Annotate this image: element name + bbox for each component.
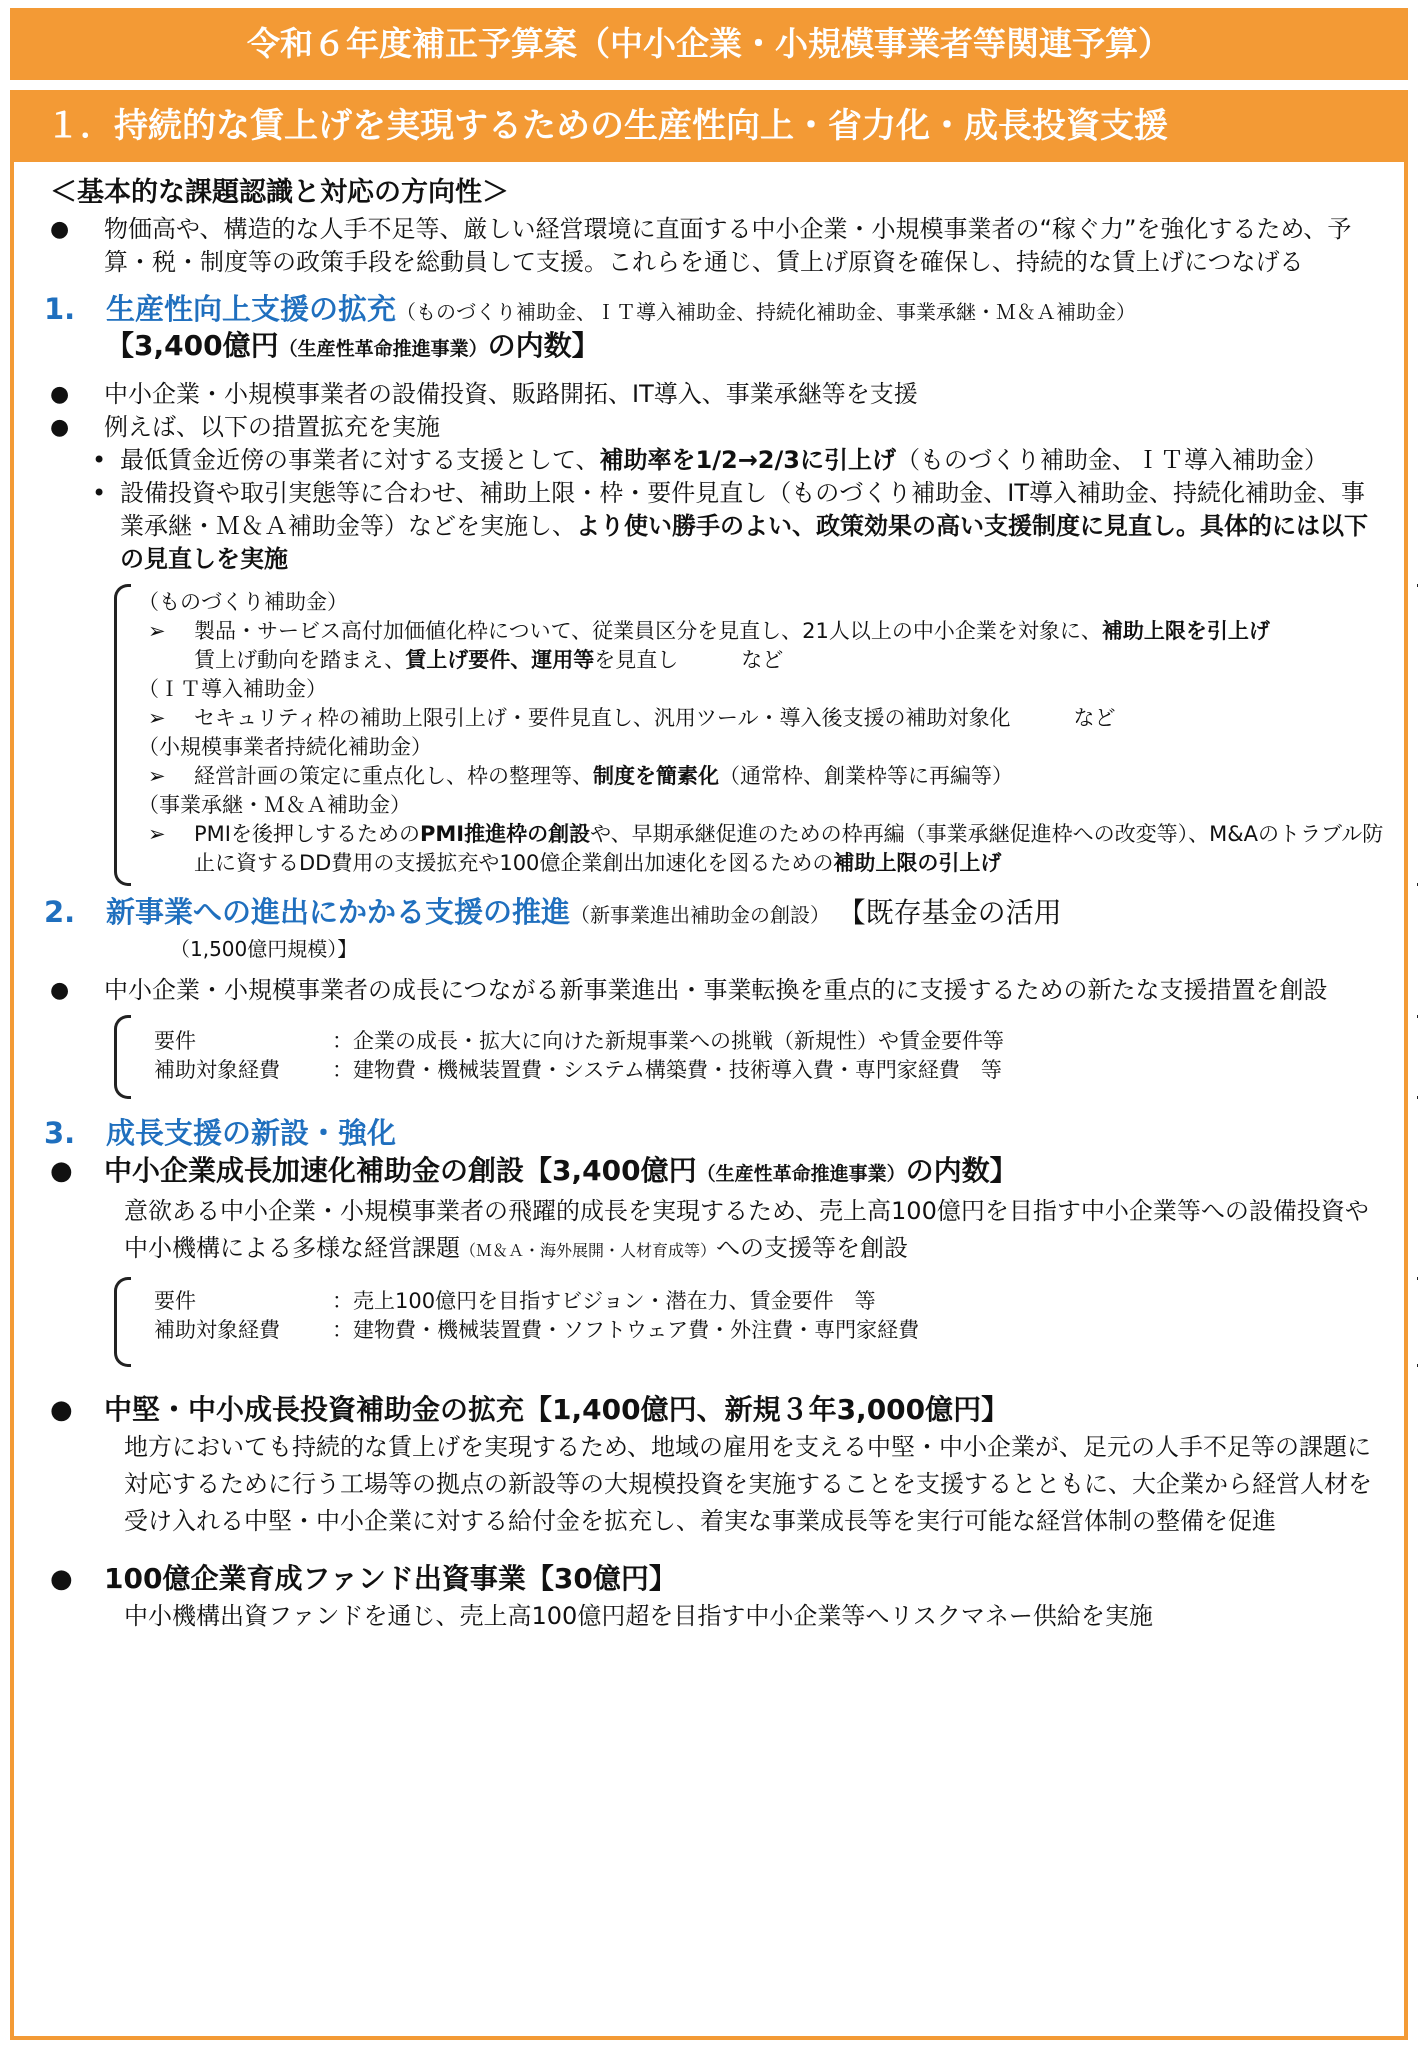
s3-bullet-3 [44, 1560, 1384, 1598]
s2-bullet-1 [44, 974, 1384, 1007]
s1-sub-1-b: 補助率を1/2→2/3に引上げ [599, 446, 896, 474]
s1-bullet-1 [44, 378, 1384, 411]
s3-bullet-1 [44, 1152, 1384, 1193]
heading-3-title: 成長支援の新設・強化 [106, 1116, 397, 1150]
s3-bullet-1-b: （生産性革命推進事業） [696, 1163, 906, 1185]
s1-sub-1-c: （ものづくり補助金、ＩＴ導入補助金） [895, 446, 1328, 474]
heading-2-fund-size: （1,500億円規模）】 [170, 937, 358, 961]
heading-2-fund: 【既存基金の活用 [837, 896, 1062, 929]
box-item-shokei-b: PMI推進枠の創設 [419, 822, 591, 846]
box-label-it: （ＩＴ導入補助金） [138, 677, 327, 701]
s3-bullet-1-text-b: （Ｍ＆Ａ・海外展開・人材育成等） [460, 1241, 717, 1260]
box-item-jizokuka-b: 制度を簡素化 [593, 764, 719, 788]
box-label-monozukuri: （ものづくり補助金） [138, 590, 348, 614]
s1-detail-box [114, 584, 1418, 886]
box-item-monozukuri [144, 617, 1404, 646]
s1-sub-2-a: 設備投資や取引実態等に合わせ、補助上限・枠・要件見直し（ものづくり補助金、IT導入補助金、持続化補助金、事業承継・Ｍ＆Ａ補助金等）などを実施し、 [120, 479, 1366, 540]
heading-2-number: 2. [44, 895, 76, 929]
s3-requirement-box [114, 1277, 1418, 1367]
box-item-shokei-c: や、早期承継促進のための枠再編（事業承継促進枠への改変等）、M&Aのトラブル防止に資するDD費用の支援拡充や100億企業創出加速化を図るための [194, 822, 1384, 875]
basic-heading: ＜基本的な課題認識と対応の方向性＞ [50, 177, 509, 208]
s3-bullet-3-text: 中小機構出資ファンドを通じ、売上高100億円超を目指す中小企業等へリスクマネー供給を実施 [124, 1602, 1153, 1630]
content [44, 168, 1384, 1635]
s3-bullet-1-a: 中小企業成長加速化補助金の創設【3,400億円 [104, 1154, 697, 1187]
s3-cost-key: 補助対象経費 [154, 1318, 280, 1342]
bullet-icon: ● [50, 415, 70, 440]
box-item-shokei-d: 補助上限の引上げ [833, 851, 1002, 875]
arrow-icon: ➢ [148, 764, 166, 788]
heading-1-budget-end: の内数】 [487, 329, 600, 362]
s3-requirement-value: ：売上100億円を目指すビジョン・潜在力、賃金要件 等 [332, 1289, 876, 1313]
s3-bullet-2-title: 中堅・中小成長投資補助金の拡充【1,400億円、新規３年3,000億円】 [104, 1393, 1010, 1426]
heading-2-title: 新事業への進出にかかる支援の推進 [106, 895, 571, 929]
s1-sub-2 [44, 477, 1384, 576]
s2-requirement-value: ：企業の成長・拡大に向けた新規事業への挑戦（新規性）や賃金要件等 [332, 1029, 1004, 1053]
box-item-it-a: セキュリティ枠の補助上限引上げ・要件見直し、汎用ツール・導入後支援の補助対象化 など [194, 706, 1116, 730]
box-item-shokei [144, 820, 1404, 878]
box-label-shokei: （事業承継・Ｍ＆Ａ補助金） [138, 793, 411, 817]
box-item-monozukuri-2 [144, 646, 1404, 675]
basic-text: 物価高や、構造的な人手不足等、厳しい経営環境に直面する中小企業・小規模事業者の“稼ぐ力”を強化するため、予算・税・制度等の政策手段を総動員して支援。これらを通じ、賃上げ原資を確保し、持続的な賃上げにつなげる [104, 215, 1352, 276]
s3-bullet-1-text [124, 1193, 1384, 1269]
s1-sub-2-b: より使い勝手のよい、政策効果の高い支援制度に見直し。具体的には以下の見直しを実施 [120, 512, 1368, 573]
heading-3 [44, 1117, 1384, 1152]
heading-2-note: （新事業進出補助金の創設） [570, 903, 831, 927]
s2-cost-key: 補助対象経費 [154, 1058, 280, 1082]
s2-requirement [144, 1027, 1404, 1056]
s3-requirement [144, 1287, 1404, 1316]
box-item-monozukuri-b: 補助上限を引上げ [1101, 619, 1270, 643]
s3-bullet-2 [44, 1391, 1384, 1429]
bullet-icon: ● [50, 1156, 73, 1186]
bullet-icon: ● [50, 1564, 73, 1594]
s1-bullet-1-text: 中小企業・小規模事業者の設備投資、販路開拓、IT導入、事業承継等を支援 [104, 380, 918, 408]
bullet-icon: ● [50, 978, 70, 1003]
box-item-jizokuka [144, 762, 1404, 791]
box-item-monozukuri-a: 製品・サービス高付加価値化枠について、従業員区分を見直し、21人以上の中小企業を対象に、 [194, 619, 1102, 643]
section-title: １．持続的な賃上げを実現するための生産性向上・省力化・成長投資支援 [10, 90, 1408, 162]
box-item-jizokuka-c: （通常枠、創業枠等に再編等） [719, 764, 1013, 788]
page-title: 令和６年度補正予算案（中小企業・小規模事業者等関連予算） [10, 8, 1408, 80]
s3-bullet-1-text-c: への支援等を創設 [716, 1234, 909, 1262]
heading-3-number: 3. [44, 1116, 76, 1150]
box-item-monozukuri-e: を見直し など [594, 648, 784, 672]
s2-requirement-box [114, 1015, 1418, 1099]
s2-cost-value: ：建物費・機械装置費・システム構築費・技術導入費・専門家経費 等 [332, 1058, 1002, 1082]
s2-requirement-key: 要件 [154, 1029, 196, 1053]
s1-sub-1-a: 最低賃金近傍の事業者に対する支援として、 [120, 446, 600, 474]
arrow-icon: ➢ [148, 619, 166, 643]
heading-2 [44, 896, 1384, 966]
s3-bullet-2-text: 地方においても持続的な賃上げを実現するため、地域の雇用を支える中堅・中小企業が、足元の人手不足等の課題に対応するために行う工場等の拠点の新設等の大規模投資を実施することを支援するとともに、大企業から経営人材を受け入れる中堅・中小企業に対する給付金を拡充し、着実な事業成長等を実行可能な経営体制の整備を促進 [124, 1433, 1372, 1535]
bullet-icon: ● [50, 1395, 73, 1425]
sub-bullet-icon: • [92, 446, 107, 474]
s1-bullet-2 [44, 411, 1384, 444]
heading-1-number: 1. [44, 292, 76, 326]
s1-bullet-2-text: 例えば、以下の措置拡充を実施 [104, 413, 440, 441]
heading-1-note: （ものづくり補助金、ＩＴ導入補助金、持続化補助金、事業承継・Ｍ＆Ａ補助金） [396, 300, 1137, 324]
box-item-jizokuka-a: 経営計画の策定に重点化し、枠の整理等、 [194, 764, 593, 788]
heading-1 [44, 293, 1384, 366]
arrow-icon: ➢ [148, 822, 166, 846]
s2-bullet-1-text: 中小企業・小規模事業者の成長につながる新事業進出・事業転換を重点的に支援するための新たな支援措置を創設 [104, 976, 1328, 1004]
s2-cost [144, 1056, 1404, 1085]
box-item-shokei-a: PMIを後押しするための [194, 822, 420, 846]
heading-1-title: 生産性向上支援の拡充 [106, 292, 397, 326]
bullet-icon: ● [50, 217, 70, 242]
s3-bullet-1-text-a: 意欲ある中小企業・小規模事業者の飛躍的成長を実現するため、売上高100億円を目指す中小企業等への設備投資や中小機構による多様な経営課題 [124, 1197, 1369, 1262]
s3-requirement-key: 要件 [154, 1289, 196, 1313]
box-item-monozukuri-c: 賃上げ動向を踏まえ、 [194, 648, 406, 672]
heading-1-budget: 【3,400億円 [106, 329, 279, 362]
box-item-monozukuri-d: 賃上げ要件、運用等 [405, 648, 595, 672]
bullet-icon: ● [50, 382, 70, 407]
s3-bullet-3-title: 100億企業育成ファンド出資事業【30億円】 [104, 1562, 677, 1595]
heading-1-budget-note: （生産性革命推進事業） [278, 338, 488, 360]
basic-bullet [44, 213, 1384, 279]
s3-cost-value: ：建物費・機械装置費・ソフトウェア費・外注費・専門家経費 [332, 1318, 920, 1342]
s3-cost [144, 1316, 1404, 1345]
arrow-icon: ➢ [148, 706, 166, 730]
box-label-jizokuka: （小規模事業者持続化補助金） [138, 735, 432, 759]
box-item-it [144, 704, 1404, 733]
sub-bullet-icon: • [92, 479, 107, 507]
s3-bullet-1-c: の内数】 [905, 1154, 1018, 1187]
s1-sub-1 [44, 444, 1384, 477]
